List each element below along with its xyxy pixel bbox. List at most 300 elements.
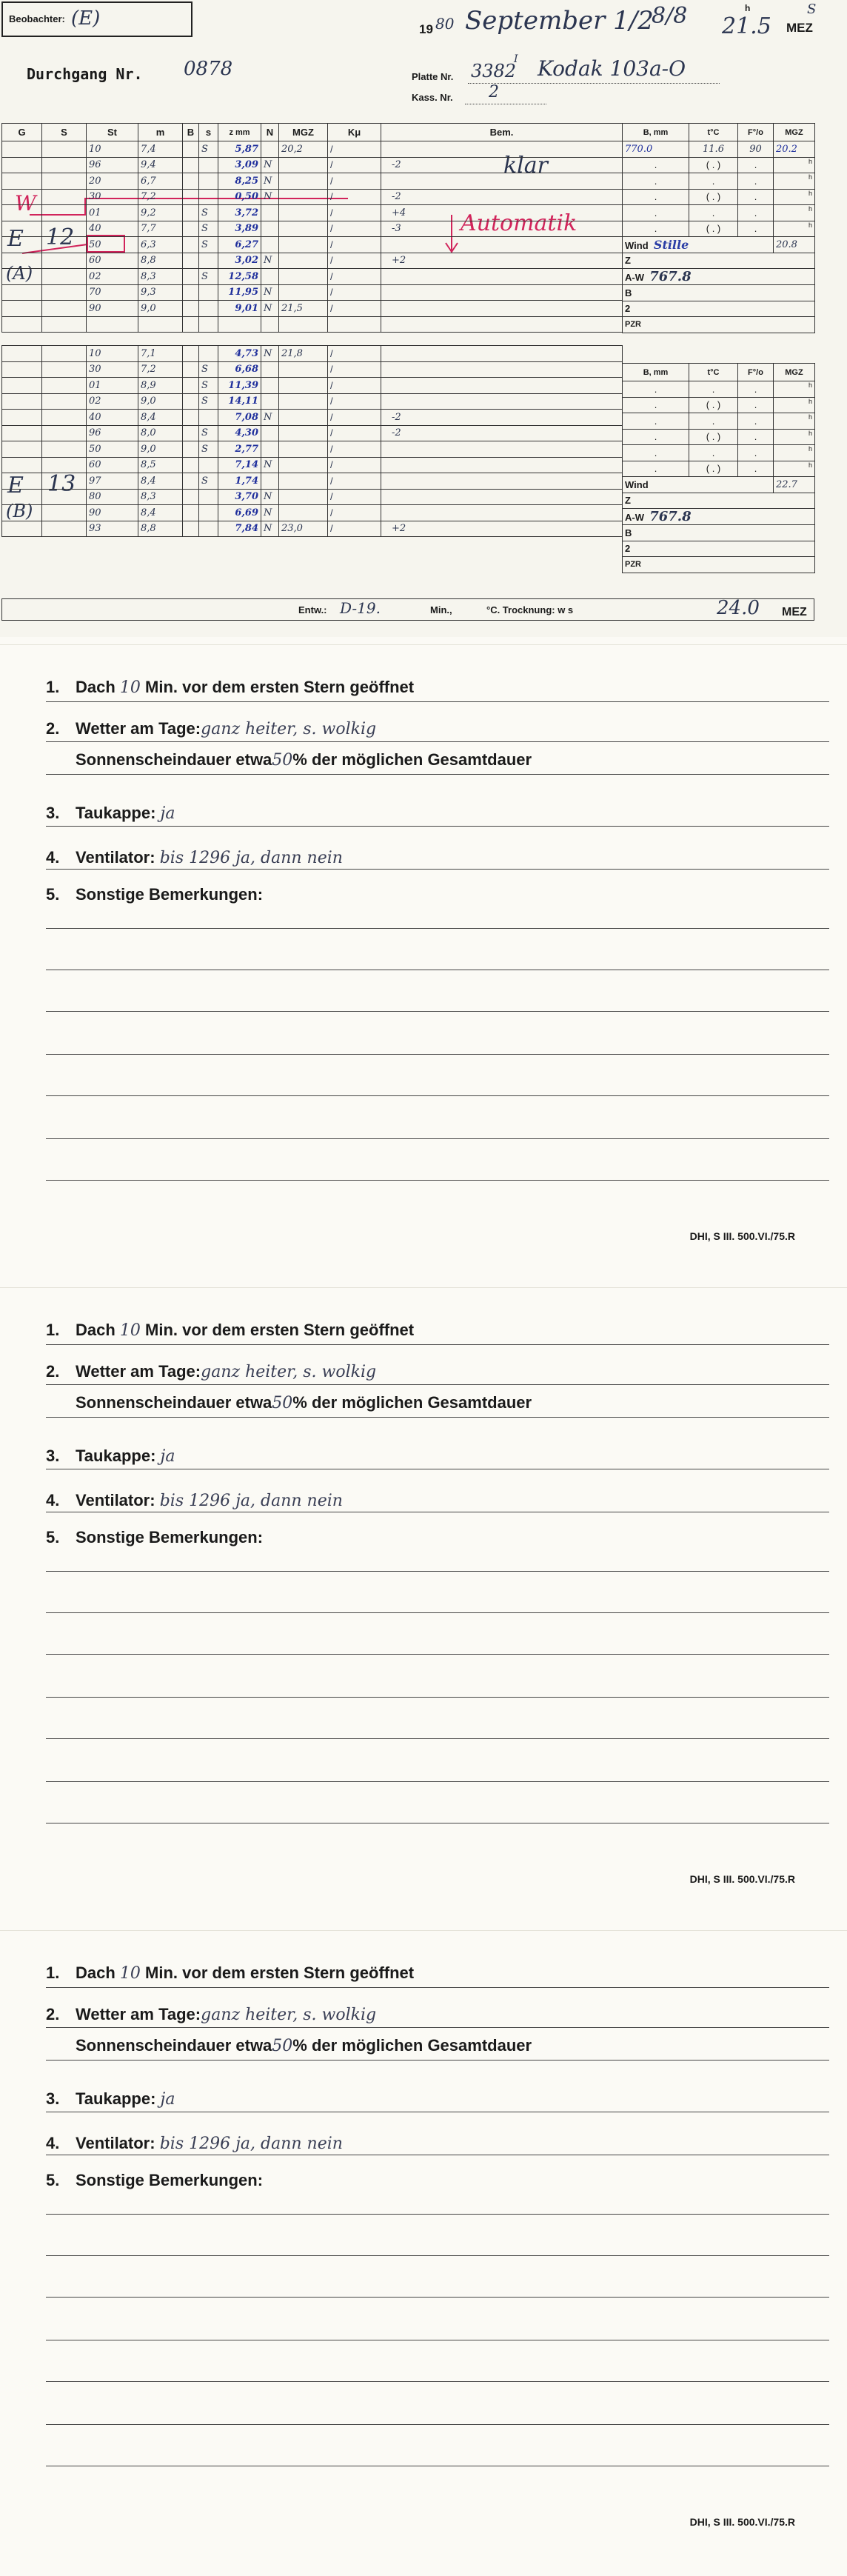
g-cell <box>2 425 42 441</box>
k-mu-cell: / <box>328 425 381 441</box>
s-flag-cell <box>199 346 218 362</box>
table-row <box>2 489 623 505</box>
z-mm-cell: 7,14 <box>218 457 261 473</box>
wetter-value: ganz heiter, s. wolkig <box>201 2006 377 2024</box>
n-cell <box>261 361 279 378</box>
dach-minutes: 10 <box>119 1321 141 1340</box>
h-mark: h <box>774 397 815 413</box>
g-cell <box>2 253 42 269</box>
g-cell <box>2 393 42 410</box>
entw-value: D-19. <box>340 599 381 617</box>
s-flag-cell <box>199 521 218 537</box>
weather-col-header: MGZ <box>774 364 815 381</box>
g-cell <box>2 505 42 521</box>
col-header: B <box>183 124 199 141</box>
h-mark: h <box>774 461 815 477</box>
k-mu-cell: / <box>328 378 381 394</box>
g-cell <box>2 301 42 317</box>
n-cell <box>261 237 279 253</box>
item-bemerkungen: 5. Sonstige Bemerkungen: <box>46 2171 264 2189</box>
weather-header-row <box>623 124 815 141</box>
observer-label: Beobachter: <box>9 13 65 24</box>
side-label: B <box>623 525 815 541</box>
table-row <box>2 361 623 378</box>
form-footer <box>1 598 814 621</box>
st-cell: 93 <box>87 521 138 537</box>
dach-text: Min. vor dem ersten Stern geöffnet <box>145 1963 415 1982</box>
st-cell: 50 <box>87 237 138 253</box>
weather-row <box>623 141 815 158</box>
s-cell <box>42 205 87 221</box>
dach-text: Min. vor dem ersten Stern geöffnet <box>145 1321 415 1339</box>
z-mm-cell: 11,95 <box>218 284 261 301</box>
g-cell <box>2 269 42 285</box>
bem-cell: +4 <box>381 205 623 221</box>
st-cell: 20 <box>87 173 138 190</box>
s-cell <box>42 173 87 190</box>
b-cell <box>183 489 199 505</box>
m-cell: 7,7 <box>138 221 183 237</box>
st-cell: 96 <box>87 425 138 441</box>
s-flag-cell: S <box>199 441 218 458</box>
bem-cell: +2 <box>381 253 623 269</box>
observation-record-form <box>0 0 847 637</box>
mgz-cell <box>279 284 328 301</box>
item-sonnenschein <box>76 750 532 770</box>
col-header: MGZ <box>279 124 328 141</box>
m-cell: 7,4 <box>138 141 183 158</box>
wind-label: Wind <box>625 239 649 251</box>
mgz-cell <box>279 505 328 521</box>
m-cell: 8,3 <box>138 269 183 285</box>
side-label: 2 <box>623 301 815 317</box>
table-row <box>2 457 623 473</box>
table-row <box>2 441 623 458</box>
table-row <box>2 301 623 317</box>
s-flag-cell <box>199 284 218 301</box>
bem-cell <box>381 237 623 253</box>
sonnenschein-value: 50 <box>272 751 293 770</box>
k-mu-cell: / <box>328 521 381 537</box>
h-mark: h <box>774 445 815 461</box>
wind-label: Wind <box>623 477 774 493</box>
table-row <box>2 253 623 269</box>
observer-value: (E) <box>71 7 101 30</box>
s-flag-cell: S <box>199 269 218 285</box>
weather-col-header: t°C <box>689 364 738 381</box>
m-cell: 8,8 <box>138 253 183 269</box>
s-flag-cell: S <box>199 237 218 253</box>
margin-note-a: (A) <box>6 263 33 284</box>
time-hour-mark: h <box>745 3 751 13</box>
g-cell <box>2 237 42 253</box>
b-cell <box>183 221 199 237</box>
m-cell: 7,1 <box>138 346 183 362</box>
col-header: m <box>138 124 183 141</box>
item-ventilator: 4. Ventilator: bis 1296 ja, dann nein <box>46 848 343 867</box>
h-mark: h <box>774 205 815 221</box>
sonnenschein-label: Sonnenscheindauer etwa <box>76 750 272 769</box>
n-cell <box>261 473 279 490</box>
g-cell <box>2 489 42 505</box>
aw-label: A-W <box>625 512 644 523</box>
mgz-cell: 23,0 <box>279 521 328 537</box>
b-cell <box>183 205 199 221</box>
b-cell <box>183 253 199 269</box>
bem-cell: -2 <box>381 425 623 441</box>
b-cell <box>183 473 199 490</box>
s-flag-cell: S <box>199 221 218 237</box>
item-wetter: 2. Wetter am Tage:ganz heiter, s. wolkig <box>46 719 377 738</box>
bem-cell <box>381 301 623 317</box>
m-cell: 6,7 <box>138 173 183 190</box>
durchgang-label: Durchgang Nr. <box>27 65 143 83</box>
automatik-note: Automatik <box>461 210 578 236</box>
bem-cell <box>381 346 623 362</box>
bem-cell <box>381 173 623 190</box>
bemerkungen-label: Sonstige Bemerkungen: <box>76 2171 264 2189</box>
n-cell: N <box>261 346 279 362</box>
block-1-rows <box>2 141 623 317</box>
ventilator-label: Ventilator: <box>76 848 155 867</box>
aw-value: 767.8 <box>649 269 692 284</box>
s-cell <box>42 361 87 378</box>
n-cell <box>261 221 279 237</box>
b-cell <box>183 173 199 190</box>
table-row <box>2 221 623 237</box>
s-cell <box>42 284 87 301</box>
form-code: DHI, S III. 500.VI./75.R <box>689 2516 795 2528</box>
s-cell <box>42 441 87 458</box>
st-cell: 50 <box>87 441 138 458</box>
col-header: St <box>87 124 138 141</box>
z-mm-cell: 7,84 <box>218 521 261 537</box>
g-cell <box>2 284 42 301</box>
side-label: B <box>623 285 815 301</box>
k-mu-cell: / <box>328 489 381 505</box>
taukappe-value: ja <box>160 1447 175 1466</box>
s-flag-cell <box>199 505 218 521</box>
mgz-cell <box>279 269 328 285</box>
sonnenschein-text: % der möglichen Gesamtdauer <box>292 1393 532 1412</box>
k-mu-cell: / <box>328 221 381 237</box>
taukappe-value: ja <box>160 2090 175 2109</box>
s-flag-cell <box>199 410 218 426</box>
b-cell <box>183 141 199 158</box>
s-cell <box>42 473 87 490</box>
weather-col-header: B, mm <box>623 364 689 381</box>
g-cell <box>2 521 42 537</box>
table-row <box>2 425 623 441</box>
weather-header-row <box>623 364 815 381</box>
g-cell <box>2 457 42 473</box>
g-cell <box>2 361 42 378</box>
g-cell <box>2 173 42 190</box>
h-mark: h <box>774 413 815 430</box>
bem-cell <box>381 505 623 521</box>
g-cell <box>2 346 42 362</box>
n-cell <box>261 205 279 221</box>
mgz-cell <box>279 441 328 458</box>
b-cell <box>183 505 199 521</box>
k-mu-cell: / <box>328 253 381 269</box>
taukappe-label: Taukappe: <box>76 804 156 822</box>
g-cell <box>2 205 42 221</box>
bem-cell: -2 <box>381 410 623 426</box>
b-cell <box>183 237 199 253</box>
ventilator-label: Ventilator: <box>76 1491 155 1509</box>
s-flag-cell: S <box>199 205 218 221</box>
weather-col-header: t°C <box>689 124 738 141</box>
bem-cell: -2 <box>381 157 623 173</box>
n-cell <box>261 425 279 441</box>
bem-cell <box>381 457 623 473</box>
item-bemerkungen: 5. Sonstige Bemerkungen: <box>46 1528 264 1546</box>
mgz-cell <box>279 473 328 490</box>
mgz-cell <box>279 205 328 221</box>
n-cell: N <box>261 253 279 269</box>
item-dach: 1. Dach 10 Min. vor dem ersten Stern geöffnet <box>46 678 415 697</box>
min-label: Min., <box>430 604 452 615</box>
b-cell <box>183 284 199 301</box>
s-cell <box>42 269 87 285</box>
item-ventilator: 4. Ventilator: bis 1296 ja, dann nein <box>46 1491 343 1510</box>
item-wetter: 2. Wetter am Tage:ganz heiter, s. wolkig <box>46 1362 377 1381</box>
k-mu-cell: / <box>328 173 381 190</box>
g-cell <box>2 221 42 237</box>
z-mm-cell: 8,25 <box>218 173 261 190</box>
sonnenschein-value: 50 <box>272 2037 293 2055</box>
h-mark: h <box>774 429 815 445</box>
margin-note-w: W <box>15 191 36 216</box>
b-cell <box>183 393 199 410</box>
mez-sup: S <box>807 1 817 17</box>
s-flag-cell <box>199 157 218 173</box>
margin-note-e2: E <box>7 473 24 498</box>
bem-cell <box>381 284 623 301</box>
side-label: PZR <box>623 317 815 333</box>
s-flag-cell <box>199 457 218 473</box>
m-cell: 9,3 <box>138 284 183 301</box>
k-mu-cell: / <box>328 157 381 173</box>
b-cell <box>183 269 199 285</box>
item-dach: 1. Dach 10 Min. vor dem ersten Stern geöffnet <box>46 1963 415 1983</box>
st-cell: 60 <box>87 457 138 473</box>
year-suffix: 80 <box>435 15 455 33</box>
b-cell <box>183 521 199 537</box>
z-mm-cell: 9,01 <box>218 301 261 317</box>
col-header: N <box>261 124 279 141</box>
b-cell <box>183 425 199 441</box>
m-cell: 9,0 <box>138 441 183 458</box>
col-header: Kμ <box>328 124 381 141</box>
s-flag-cell: S <box>199 473 218 490</box>
dach-minutes: 10 <box>119 678 141 697</box>
m-cell: 8,9 <box>138 378 183 394</box>
sonnenschein-label: Sonnenscheindauer etwa <box>76 1393 272 1412</box>
mgz-cell <box>279 253 328 269</box>
mgz-cell <box>279 393 328 410</box>
bem-cell <box>381 141 623 158</box>
date-value: September 1/2 <box>465 6 654 36</box>
bem-cell <box>381 361 623 378</box>
b-cell <box>183 157 199 173</box>
table-row <box>2 157 623 173</box>
remarks-sheet <box>0 644 847 1287</box>
mgz-cell: 21,5 <box>279 301 328 317</box>
k-mu-cell: / <box>328 189 381 205</box>
table-row <box>2 346 623 362</box>
bemerkungen-label: Sonstige Bemerkungen: <box>76 1528 264 1546</box>
col-header: Bem. <box>381 124 623 141</box>
mgz-cell <box>279 410 328 426</box>
sonnenschein-label: Sonnenscheindauer etwa <box>76 2036 272 2055</box>
s-cell <box>42 157 87 173</box>
z-mm-cell: 11,39 <box>218 378 261 394</box>
item-taukappe: 3. Taukappe: ja <box>46 804 175 823</box>
entw-label: Entw.: <box>298 604 327 615</box>
n-cell <box>261 393 279 410</box>
platte-value: 3382 <box>471 61 517 81</box>
mez-label: MEZ <box>786 21 813 35</box>
table-row <box>2 393 623 410</box>
margin-note-e1: E <box>7 226 24 252</box>
weather-col-header: MGZ <box>774 124 815 141</box>
ventilator-value: bis 1296 ja, dann nein <box>159 1492 343 1510</box>
m-cell: 8,4 <box>138 473 183 490</box>
wind-row <box>623 237 815 253</box>
st-cell: 70 <box>87 284 138 301</box>
n-cell: N <box>261 521 279 537</box>
k-mu-cell: / <box>328 346 381 362</box>
bem-cell: +2 <box>381 521 623 537</box>
mgz-cell: 20,2 <box>279 141 328 158</box>
b-cell <box>183 301 199 317</box>
wetter-value: ganz heiter, s. wolkig <box>201 1363 377 1381</box>
k-mu-cell: / <box>328 205 381 221</box>
weather-col-header: F°/o <box>738 124 774 141</box>
s-flag-cell <box>199 489 218 505</box>
ventilator-value: bis 1296 ja, dann nein <box>159 849 343 867</box>
s-cell <box>42 189 87 205</box>
k-mu-cell: / <box>328 410 381 426</box>
st-cell: 90 <box>87 301 138 317</box>
wind-row <box>623 477 815 493</box>
platte-label: Platte Nr. <box>412 71 454 82</box>
st-cell: 40 <box>87 410 138 426</box>
col-header: G <box>2 124 42 141</box>
k-mu-cell: / <box>328 473 381 490</box>
sonnenschein-text: % der möglichen Gesamtdauer <box>292 750 532 769</box>
klar-note: klar <box>503 153 548 178</box>
b-cell <box>183 457 199 473</box>
n-cell: N <box>261 301 279 317</box>
kass-value: 2 <box>489 83 499 101</box>
mgz-cell <box>279 157 328 173</box>
wetter-label: Wetter am Tage: <box>76 1362 201 1381</box>
m-cell: 8,3 <box>138 489 183 505</box>
g-cell <box>2 441 42 458</box>
table-row <box>2 521 623 537</box>
table-row <box>2 205 623 221</box>
m-cell: 8,0 <box>138 425 183 441</box>
m-cell: 8,8 <box>138 521 183 537</box>
m-cell: 7,2 <box>138 189 183 205</box>
z-mm-cell: 1,74 <box>218 473 261 490</box>
z-mm-cell: 12,58 <box>218 269 261 285</box>
g-cell <box>2 473 42 490</box>
taukappe-label: Taukappe: <box>76 1447 156 1465</box>
item-sonnenschein <box>76 1393 532 1412</box>
n-cell: N <box>261 284 279 301</box>
margin-note-s2: 13 <box>47 471 76 497</box>
k-mu-cell: / <box>328 361 381 378</box>
item-bemerkungen: 5. Sonstige Bemerkungen: <box>46 885 264 904</box>
z-mm-cell: 6,27 <box>218 237 261 253</box>
table-row <box>2 173 623 190</box>
dach-label: Dach <box>76 678 116 696</box>
durchgang-value: 0878 <box>184 58 233 80</box>
s-cell <box>42 410 87 426</box>
wetter-label: Wetter am Tage: <box>76 719 201 738</box>
dach-text: Min. vor dem ersten Stern geöffnet <box>145 678 415 696</box>
table-row <box>2 505 623 521</box>
side-label: PZR <box>623 557 815 573</box>
dach-label: Dach <box>76 1321 116 1339</box>
s-flag-cell: S <box>199 378 218 394</box>
mgz-cell <box>279 457 328 473</box>
z-mm-cell: 0,50 <box>218 189 261 205</box>
k-mu-cell: / <box>328 284 381 301</box>
m-cell: 9,4 <box>138 157 183 173</box>
st-cell: 96 <box>87 157 138 173</box>
table-row <box>2 237 623 253</box>
humidity-value: 90 <box>738 141 774 158</box>
margin-note-s1: 12 <box>46 224 75 250</box>
s-cell <box>42 253 87 269</box>
h-mark: h <box>774 221 815 237</box>
h-mark: h <box>774 381 815 398</box>
z-mm-cell: 5,87 <box>218 141 261 158</box>
wetter-value: ganz heiter, s. wolkig <box>201 720 377 738</box>
g-cell <box>2 410 42 426</box>
z-mm-cell: 6,69 <box>218 505 261 521</box>
wind-mgz: 22.7 <box>774 477 815 493</box>
temp-value: 11.6 <box>689 141 738 158</box>
aw-value: 767.8 <box>649 509 692 524</box>
table-row <box>2 473 623 490</box>
s-cell <box>42 505 87 521</box>
taukappe-label: Taukappe: <box>76 2089 156 2108</box>
weather-col-header: F°/o <box>738 364 774 381</box>
s-flag-cell <box>199 173 218 190</box>
st-cell: 02 <box>87 269 138 285</box>
k-mu-cell: / <box>328 505 381 521</box>
s-cell <box>42 457 87 473</box>
pressure-value: 770.0 <box>623 141 689 158</box>
s-cell <box>42 221 87 237</box>
h-mark: h <box>774 173 815 190</box>
b-cell <box>183 378 199 394</box>
st-cell: 60 <box>87 253 138 269</box>
m-cell: 7,2 <box>138 361 183 378</box>
h-mark: h <box>774 189 815 205</box>
n-cell: N <box>261 157 279 173</box>
col-header: z mm <box>218 124 261 141</box>
dach-label: Dach <box>76 1963 116 1982</box>
s-flag-cell <box>199 253 218 269</box>
bem-cell: -3 <box>381 221 623 237</box>
